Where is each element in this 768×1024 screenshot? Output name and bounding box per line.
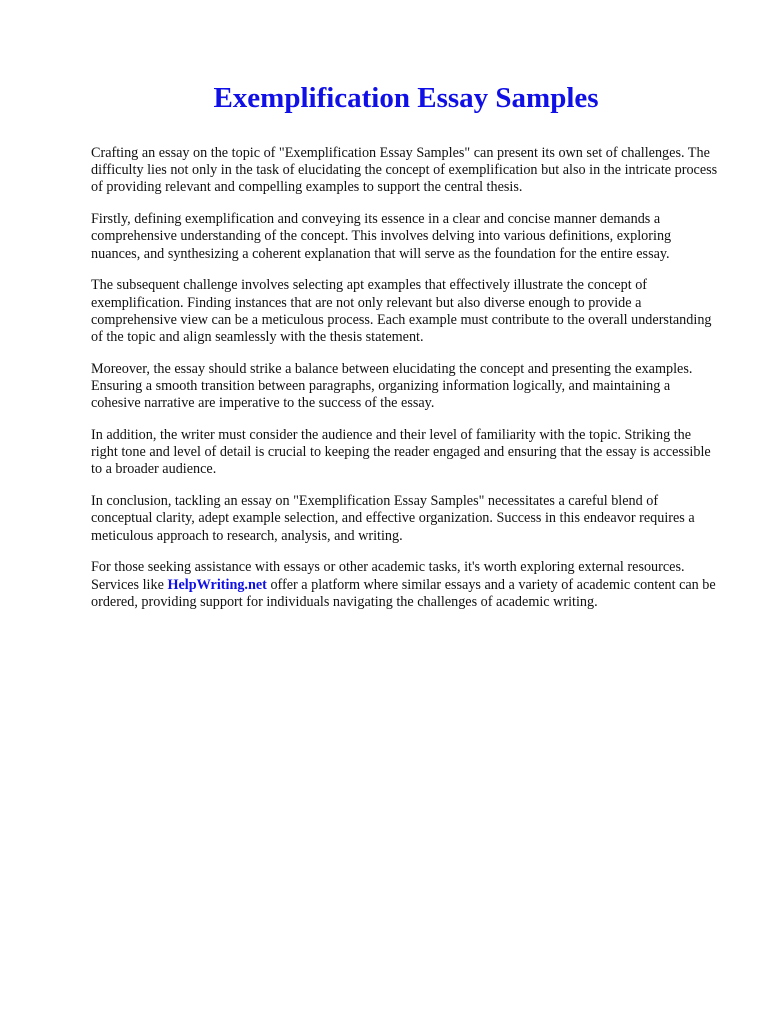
page-title: Exemplification Essay Samples [213, 82, 599, 114]
helpwriting-link[interactable]: HelpWriting.net [167, 576, 267, 593]
paragraph-conclusion: In conclusion, tackling an essay on "Exemplification Essay Samples" necessitates a careful blend of conceptual clarity, adept example selection, and effective organization. Success in this endeavor requires a meticulous approach to research, analysis, and writing. [91, 493, 695, 544]
paragraph-examples: The subsequent challenge involves selecting apt examples that effectively illustrate the concept of exemplification. Finding instances that are not only relevant but also diverse enough to provide a comprehensive view can be a meticulous process. Each example must contribute to the overall understanding of the topic and align seamlessly with the thesis statement. [91, 277, 712, 346]
essay-body [91, 145, 719, 626]
paragraph-audience: In addition, the writer must consider the audience and their level of familiarity with the topic. Striking the right tone and level of detail is crucial to keeping the reader engaged and ensuring that the essay is accessible to a broader audience. [91, 427, 711, 478]
paragraph-intro: Crafting an essay on the topic of "Exemplification Essay Samples" can present its own set of challenges. The difficulty lies not only in the task of elucidating the concept of exemplification but also in the intricate process of providing relevant and compelling examples to support the central thesis. [91, 145, 718, 196]
resources-text-after-link: offer a platform where similar essays and a variety of academic content can be ordered, providing support for individuals navigating the challenges of academic writing. [91, 576, 716, 610]
paragraph-defining: Firstly, defining exemplification and conveying its essence in a clear and concise manner demands a comprehensive understanding of the concept. This involves delving into various definitions, exploring nuances, and synthesizing a coherent explanation that will serve as the foundation for the entire essay. [91, 211, 672, 262]
paragraph-resources [91, 559, 719, 611]
resources-text-before-link: For those seeking assistance with essays or other academic tasks, it's worth exploring external resources. Services like [91, 559, 685, 593]
paragraph-balance: Moreover, the essay should strike a balance between elucidating the concept and presenting the examples. Ensuring a smooth transition between paragraphs, organizing information logically, and maintaining a cohesive narrative are imperative to the success of the essay. [91, 360, 693, 412]
